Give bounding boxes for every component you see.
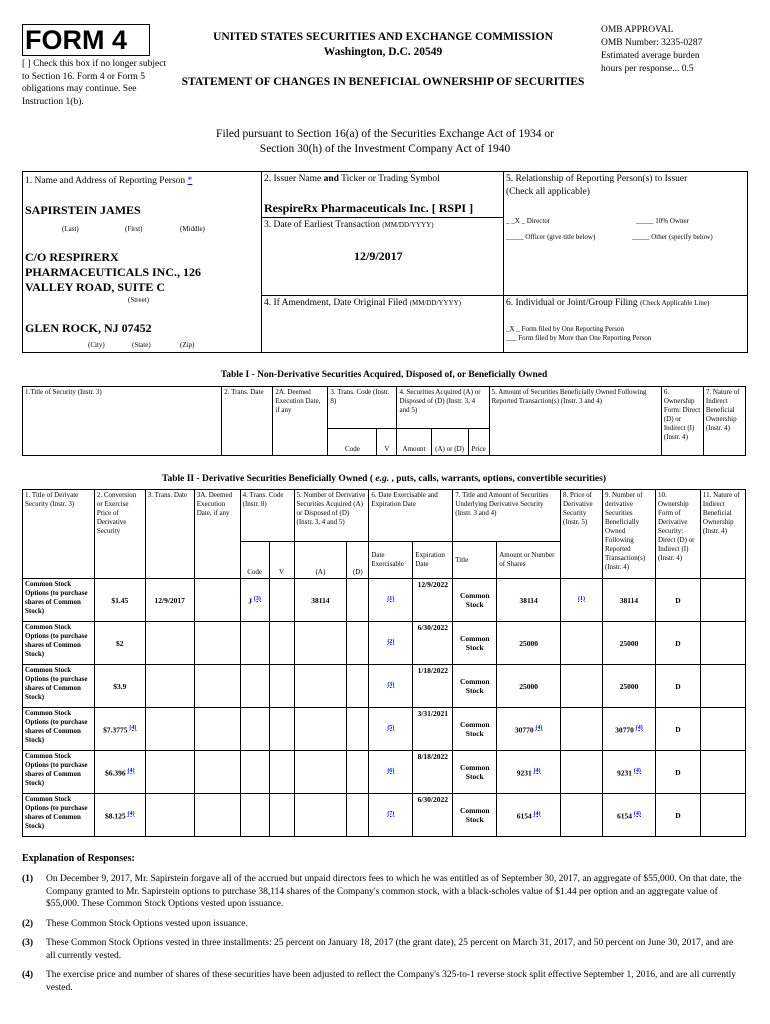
row-amount — [497, 708, 561, 751]
box6-label — [506, 298, 709, 308]
row-security: Common Stock Options (to purchase shares of Common Stock) — [23, 579, 95, 622]
address-line-1: C/O RESPIRERX — [25, 250, 119, 264]
filed-pursuant-1: Filed pursuant to Section 16(a) of the Securities Exchange Act of 1934 or — [216, 128, 554, 140]
row-acquired — [294, 708, 347, 751]
row-price — [94, 794, 145, 837]
explanation-item — [22, 969, 744, 994]
row-owned — [603, 751, 656, 794]
row-amount-value: 30770 — [514, 725, 534, 735]
table1-h-amount-owned: 5. Amount of Securities Beneficially Owned Following Reported Transaction(s) (Instr. 3 and 4) — [489, 387, 661, 456]
box6-label-text: 6. Individual or Joint/Group Filing — [506, 298, 641, 308]
explanation-text: These Common Stock Options vested upon issuance. — [46, 918, 248, 929]
table2-h-date: 3. Trans. Date — [145, 490, 194, 579]
box2-label-a: 2. Issuer Name — [264, 174, 324, 184]
row-expiration: 8/18/2022 — [413, 751, 453, 794]
row-title: Common Stock — [453, 622, 497, 665]
row-nature — [700, 751, 745, 794]
row-expiration: 3/31/2021 — [413, 708, 453, 751]
table-row — [23, 622, 746, 665]
row-exercisable — [369, 665, 413, 708]
row-code-value: J — [248, 596, 253, 606]
footnote-link[interactable]: (6) — [387, 767, 395, 774]
table2-title — [22, 474, 746, 484]
row-form: D — [655, 579, 700, 622]
box5-sub: (Check all applicable) — [506, 187, 590, 197]
row-code — [240, 579, 269, 622]
omb-burden-1: Estimated average burden — [601, 51, 700, 61]
row-code — [240, 708, 269, 751]
row-acquired — [294, 794, 347, 837]
table2-h-underlying: 7. Title and Amount of Securities Underlying Derivative Security (Instr. 3 and 4) — [453, 490, 561, 542]
row-code — [240, 665, 269, 708]
footnote-link[interactable]: (7) — [387, 810, 395, 817]
explanation-list — [22, 873, 744, 1001]
table1-h-nature: 7. Nature of Indirect Beneficial Ownership (Instr. 4) — [703, 387, 745, 456]
row-price8 — [561, 751, 603, 794]
row-title: Common Stock — [453, 665, 497, 708]
row-form: D — [655, 622, 700, 665]
row-price: $1.45 — [94, 579, 145, 622]
row-deemed — [194, 708, 240, 751]
footnote-link[interactable]: (4) — [533, 810, 541, 817]
name-first-label: (First) — [125, 225, 143, 233]
row-price8 — [561, 794, 603, 837]
table-row — [23, 708, 746, 751]
table2-h-code-v: V — [269, 542, 294, 579]
row-price — [94, 708, 145, 751]
table1-h-code-v: V — [377, 429, 397, 456]
box3-label — [264, 220, 434, 230]
row-v — [269, 665, 294, 708]
row-exercisable — [369, 708, 413, 751]
table-row — [23, 665, 746, 708]
table1-h-title: 1.Title of Security (Instr. 3) — [23, 387, 222, 456]
zip-label: (Zip) — [180, 341, 195, 349]
table1-h-date: 2. Trans. Date — [222, 387, 273, 456]
row-trans-date — [145, 665, 194, 708]
address-line-3: VALLEY ROAD, SUITE C — [25, 280, 166, 294]
row-form: D — [655, 794, 700, 837]
row-v — [269, 622, 294, 665]
row-nature — [700, 708, 745, 751]
footnote-link[interactable]: (4) — [533, 767, 541, 774]
row-owned-value: 9231 — [617, 768, 633, 778]
footnote-link[interactable]: (4) — [127, 767, 135, 774]
relationship-other: _____ Other (specify below) — [632, 233, 713, 241]
table2-title-b: , puts, calls, warrants, options, convertible securities) — [389, 474, 606, 484]
relationship-director: _ _X _ Director — [506, 217, 551, 225]
relationship-10pct-owner: _____ 10% Owner — [636, 217, 689, 225]
footnote-link[interactable]: (5) — [387, 724, 395, 731]
filing-one-person: _X _ Form filed by One Reporting Person — [506, 325, 625, 333]
row-owned: 38114 — [603, 579, 656, 622]
row-code — [240, 751, 269, 794]
agency-name: UNITED STATES SECURITIES AND EXCHANGE COMMISSION — [213, 31, 553, 43]
table2-h-expiration: Expiration Date — [413, 542, 453, 579]
footnote-link[interactable]: (4) — [633, 810, 641, 817]
table1-h-acquired: 4. Securities Acquired (A) or Disposed of (D) (Instr. 3, 4 and 5) — [397, 387, 489, 429]
row-trans-date: 12/9/2017 — [145, 579, 194, 622]
box2-label — [264, 174, 440, 184]
row-price8 — [561, 665, 603, 708]
row-amount: 25000 — [497, 665, 561, 708]
row-price-value: $7.3775 — [103, 725, 128, 735]
footnote-link[interactable]: (4) — [635, 724, 643, 731]
row-title: Common Stock — [453, 579, 497, 622]
row-deemed — [194, 622, 240, 665]
row-acquired — [294, 665, 347, 708]
row-code — [240, 622, 269, 665]
row-expiration: 1/18/2022 — [413, 665, 453, 708]
row-form: D — [655, 708, 700, 751]
box4-label-format: (MM/DD/YYYY) — [409, 299, 461, 307]
table1-h-code-code: Code — [328, 429, 377, 456]
row-security: Common Stock Options (to purchase shares of Common Stock) — [23, 622, 95, 665]
relationship-officer: _____ Officer (give title below) — [506, 233, 596, 241]
explanation-num: (2) — [22, 918, 34, 929]
earliest-transaction-date: 12/9/2017 — [354, 249, 403, 263]
row-code — [240, 794, 269, 837]
row-security: Common Stock Options (to purchase shares of Common Stock) — [23, 708, 95, 751]
row-owned-value: 6154 — [617, 811, 633, 821]
table-row — [23, 751, 746, 794]
footnote-link[interactable]: (4) — [129, 724, 137, 731]
row-disposed — [347, 579, 369, 622]
row-disposed — [347, 708, 369, 751]
table1-h-code: 3. Trans. Code (Instr. 8) — [328, 387, 397, 429]
table2-h-code: 4. Trans. Code (Instr. 8) — [240, 490, 294, 542]
row-owned: 25000 — [603, 622, 656, 665]
row-form: D — [655, 751, 700, 794]
table1-title: Table I - Non-Derivative Securities Acquired, Disposed of, or Beneficially Owned — [220, 370, 548, 380]
box1-label-text: 1. Name and Address of Reporting Person — [25, 176, 186, 186]
explanation-title: Explanation of Responses: — [22, 853, 135, 864]
name-last-label: (Last) — [62, 225, 79, 233]
form-title: FORM 4 — [25, 25, 128, 55]
table2-h-title-col: Title — [453, 542, 497, 579]
street-label: (Street) — [128, 296, 149, 304]
table2-h-price: 8. Price of Derivative Security (Instr. 5) — [561, 490, 603, 579]
table1-h-a-or-d: (A) or (D) — [431, 429, 468, 456]
table2-h-date-exercisable: Date Exercisable — [369, 542, 413, 579]
row-trans-date — [145, 751, 194, 794]
footnote-link[interactable]: (4) — [127, 810, 135, 817]
filed-pursuant-2: Section 30(h) of the Investment Company Act of 1940 — [259, 143, 511, 155]
table1-h-price: Price — [468, 429, 489, 456]
row-deemed — [194, 794, 240, 837]
table2-h-title: 1. Title of Derivate Security (Instr. 3) — [23, 490, 95, 579]
city-state-zip: GLEN ROCK, NJ 07452 — [25, 321, 152, 335]
footnote-star-link[interactable]: * — [187, 176, 193, 186]
row-exercisable — [369, 579, 413, 622]
explanation-text: These Common Stock Options vested in three installments: 25 percent on January 18, 2017 (the grant date), 25 percent on March 31, 2017, and 50 percent on June 30, 2017, and are all currently vested. — [46, 938, 734, 961]
row-owned: 25000 — [603, 665, 656, 708]
row-owned — [603, 794, 656, 837]
row-deemed — [194, 665, 240, 708]
box4-label — [264, 298, 461, 308]
row-expiration: 6/30/2022 — [413, 794, 453, 837]
row-owned — [603, 708, 656, 751]
footnote-link[interactable]: (1) — [387, 595, 395, 602]
row-amount: 25000 — [497, 622, 561, 665]
form-title-box — [22, 24, 150, 56]
explanation-text: On December 9, 2017, Mr. Sapirstein forgave all of the accrued but unpaid directors fees to which he was entitled as of September 30, 2017, an aggregate of $55,000. On that date, the Company granted to Mr. Sapirstein options to purchase 38,114 shares of the Company's common stock, with a black-scholes value of $1.44 per option and an aggregate value of $55,000. These Common Stock Options vested upon issuance. — [46, 874, 742, 909]
box3-label-format: (MM/DD/YYYY) — [382, 221, 434, 229]
row-expiration: 6/30/2022 — [413, 622, 453, 665]
row-form: D — [655, 665, 700, 708]
footnote-link[interactable]: (4) — [633, 767, 641, 774]
table2-h-conversion: 2. Conversion or Exercise Price of Derivative Security — [94, 490, 145, 579]
explanation-num: (4) — [22, 970, 34, 980]
checkbox-note: [ ] Check this box if no longer subject to Section 16. Form 4 or Form 5 obligations may continue. See Instruction 1(b). — [22, 59, 167, 107]
row-v — [269, 751, 294, 794]
row-nature — [700, 579, 745, 622]
row-owned-value: 30770 — [615, 725, 634, 735]
footnote-link[interactable]: (3) — [387, 681, 395, 688]
explanation-item — [22, 937, 744, 962]
omb-number: OMB Number: 3235-0287 — [601, 38, 703, 48]
table-row — [23, 579, 746, 622]
footnote-link[interactable]: (3) — [253, 595, 261, 602]
row-nature — [700, 665, 745, 708]
box4-label-text: 4. If Amendment, Date Original Filed — [264, 298, 410, 308]
explanation-num: (3) — [22, 938, 34, 948]
table2-h-d: (D) — [347, 542, 369, 579]
box3-label-text: 3. Date of Earliest Transaction — [264, 220, 383, 230]
row-price-value: $8.125 — [105, 811, 126, 821]
omb-title: OMB APPROVAL — [601, 25, 674, 35]
explanation-num: (1) — [22, 874, 34, 884]
row-security: Common Stock Options (to purchase shares of Common Stock) — [23, 794, 95, 837]
table2-h-a: (A) — [294, 542, 347, 579]
row-exercisable — [369, 794, 413, 837]
row-price-value: $6.396 — [105, 768, 126, 778]
table1-h-amount: Amount — [397, 429, 431, 456]
omb-burden-2: hours per response... 0.5 — [601, 64, 694, 74]
table2-h-owned: 9. Number of derivative Securities Beneficially Owned Following Reported Transaction(s) (Instr. 4) — [603, 490, 656, 579]
row-disposed — [347, 665, 369, 708]
table2-h-amount: Amount or Number of Shares — [497, 542, 561, 579]
address-line-2: PHARMACEUTICALS INC., 126 — [25, 265, 202, 279]
box2-label-b: Ticker or Trading Symbol — [338, 174, 440, 184]
box1-label — [25, 176, 192, 186]
table2-title-a: Table II - Derivative Securities Beneficially Owned ( — [162, 474, 376, 484]
state-label: (State) — [132, 341, 151, 349]
row-acquired: 38114 — [294, 579, 347, 622]
row-title: Common Stock — [453, 751, 497, 794]
omb-approval — [601, 24, 761, 76]
row-deemed — [194, 751, 240, 794]
row-acquired — [294, 622, 347, 665]
footnote-link[interactable]: (2) — [387, 638, 395, 645]
row-amount: 38114 — [497, 579, 561, 622]
row-amount — [497, 794, 561, 837]
agency-location: Washington, D.C. 20549 — [323, 46, 443, 58]
box5-label: 5. Relationship of Reporting Person(s) to Issuer — [506, 174, 688, 184]
row-amount-value: 6154 — [516, 811, 532, 821]
row-disposed — [347, 794, 369, 837]
table1 — [22, 386, 746, 456]
table2-title-eg: e.g. — [375, 474, 390, 484]
row-trans-date — [145, 794, 194, 837]
issuer-name: RespireRx Pharmaceuticals Inc. [ RSPI ] — [264, 201, 474, 215]
row-exercisable — [369, 622, 413, 665]
footnote-link[interactable]: (1) — [578, 595, 586, 602]
row-exercisable — [369, 751, 413, 794]
row-v — [269, 794, 294, 837]
explanation-text: The exercise price and number of shares of these securities have been adjusted to reflect the Company's 325-to-1 reverse stock split effective September 1, 2016, and are all currently vested. — [46, 970, 737, 993]
row-nature — [700, 794, 745, 837]
row-price: $2 — [94, 622, 145, 665]
row-amount-value: 9231 — [516, 768, 532, 778]
city-label: (City) — [88, 341, 105, 349]
statement-title: STATEMENT OF CHANGES IN BENEFICIAL OWNERSHIP OF SECURITIES — [181, 76, 585, 88]
table2-h-ownership-form: 10. Ownership Form of Derivative Security: Direct (D) or Indirect (I) (Instr. 4) — [655, 490, 700, 579]
row-expiration: 12/9/2022 — [413, 579, 453, 622]
row-price — [94, 751, 145, 794]
row-disposed — [347, 751, 369, 794]
table-row — [23, 794, 746, 837]
table2-h-code-code: Code — [240, 542, 269, 579]
row-v — [269, 708, 294, 751]
table1-h-deemed: 2A. Deemed Execution Date, if any — [273, 387, 328, 456]
filing-multiple-persons: ___ Form filed by More than One Reporting Person — [506, 334, 652, 342]
box2-label-and: and — [323, 174, 339, 184]
row-security: Common Stock Options (to purchase shares of Common Stock) — [23, 751, 95, 794]
row-price8 — [561, 622, 603, 665]
row-nature — [700, 622, 745, 665]
footnote-link[interactable]: (4) — [535, 724, 543, 731]
row-title: Common Stock — [453, 794, 497, 837]
row-title: Common Stock — [453, 708, 497, 751]
box6-label-note: (Check Applicable Line) — [640, 299, 710, 307]
reporting-person-name: SAPIRSTEIN JAMES — [25, 203, 141, 217]
row-security: Common Stock Options (to purchase shares of Common Stock) — [23, 665, 95, 708]
row-price8 — [561, 708, 603, 751]
table1-h-ownership-form: 6. Ownership Form: Direct (D) or Indirect (I) (Instr. 4) — [661, 387, 703, 456]
table2-h-exercisable: 6. Date Exercisable and Expiration Date — [369, 490, 453, 542]
row-price: $3.9 — [94, 665, 145, 708]
table2-h-number: 5. Number of Derivative Securities Acquired (A) or Disposed of (D) (Instr. 3, 4 and 5) — [294, 490, 369, 542]
table2 — [22, 489, 746, 837]
explanation-item — [22, 873, 744, 911]
row-amount — [497, 751, 561, 794]
name-middle-label: (Middle) — [180, 225, 205, 233]
row-disposed — [347, 622, 369, 665]
explanation-item — [22, 918, 744, 931]
row-v — [269, 579, 294, 622]
row-trans-date — [145, 622, 194, 665]
row-acquired — [294, 751, 347, 794]
row-deemed — [194, 579, 240, 622]
table2-h-nature: 11. Nature of Indirect Beneficial Ownership (Instr. 4) — [700, 490, 745, 579]
table2-h-deemed: 3A. Deemed Execution Date, if any — [194, 490, 240, 579]
row-price8 — [561, 579, 603, 622]
row-trans-date — [145, 708, 194, 751]
